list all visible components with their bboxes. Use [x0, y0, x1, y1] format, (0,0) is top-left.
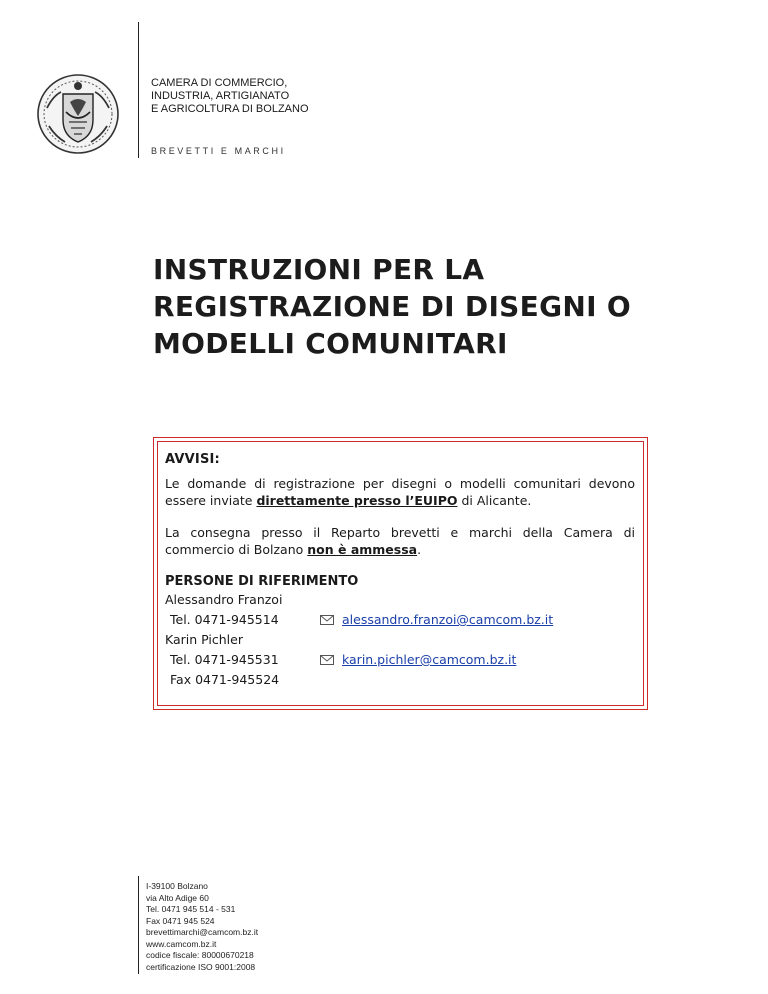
- notice-box: [153, 437, 648, 710]
- contact-name: Karin Pichler: [165, 632, 243, 647]
- p1-text-post: di Alicante.: [457, 493, 532, 508]
- org-line-3: E AGRICOLTURA DI BOLZANO: [151, 103, 309, 115]
- notice-paragraph-2: [165, 524, 635, 558]
- footer-divider-line: [138, 876, 139, 974]
- p1-text-pre: Le domande di registrazione per disegni o modelli comunitari devono essere inviate: [165, 476, 635, 508]
- contact-fax: Fax 0471-945524: [170, 672, 280, 687]
- email-link[interactable]: alessandro.franzoi@camcom.bz.it: [342, 612, 554, 627]
- footer-line: Tel. 0471 945 514 - 531: [146, 904, 236, 914]
- p2-emphasis: non è ammessa: [307, 542, 418, 557]
- title-line-3: MODELLI COMUNITARI: [153, 327, 508, 360]
- contact-phone-row: [165, 650, 635, 670]
- contact-name-row: [165, 590, 635, 610]
- notice-content: [165, 451, 635, 690]
- footer-address: [146, 881, 258, 973]
- title-line-1: INSTRUZIONI PER LA: [153, 253, 485, 286]
- header-divider-line: [138, 22, 139, 158]
- chamber-seal-icon: [35, 72, 121, 156]
- footer-email[interactable]: brevettimarchi@camcom.bz.it: [146, 927, 259, 937]
- contact-phone: Tel. 0471-945514: [170, 612, 279, 627]
- department-name: BREVETTI E MARCHI: [151, 146, 286, 156]
- contacts-heading: PERSONE DI RIFERIMENTO: [165, 574, 359, 589]
- p1-emphasis: direttamente presso l’EUIPO: [256, 493, 458, 508]
- email-link[interactable]: karin.pichler@camcom.bz.it: [342, 652, 517, 667]
- notice-heading: AVVISI:: [165, 452, 220, 467]
- contact-name-row: [165, 630, 635, 650]
- mail-icon: [320, 615, 334, 625]
- p2-text-pre: La consegna presso il Reparto brevetti e marchi della Camera di commercio di Bolzano: [165, 525, 635, 557]
- contact-email[interactable]: [320, 610, 553, 630]
- title-line-2: REGISTRAZIONE DI DISEGNI O: [153, 290, 631, 323]
- footer-line: Fax 0471 945 524: [146, 915, 215, 926]
- contact-phone-row: [165, 610, 635, 630]
- footer-website[interactable]: www.camcom.bz.it: [146, 938, 217, 949]
- p2-text-post: .: [417, 542, 422, 557]
- footer-line: I-39100 Bolzano: [146, 881, 208, 891]
- contact-name: Alessandro Franzoi: [165, 592, 283, 607]
- footer-line: via Alto Adige 60: [146, 892, 209, 903]
- org-line-2: INDUSTRIA, ARTIGIANATO: [151, 90, 290, 102]
- footer-line: codice fiscale: 80000670218: [146, 950, 254, 960]
- contact-fax-row: [165, 670, 635, 690]
- contact-phone: Tel. 0471-945531: [170, 652, 279, 667]
- org-line-1: CAMERA DI COMMERCIO,: [151, 77, 288, 89]
- page-title: [153, 251, 713, 362]
- notice-paragraph-1: [165, 475, 635, 509]
- mail-icon: [320, 655, 334, 665]
- footer-line: certificazione ISO 9001:2008: [146, 961, 256, 972]
- organization-name: [151, 77, 309, 116]
- contact-email[interactable]: [320, 650, 516, 670]
